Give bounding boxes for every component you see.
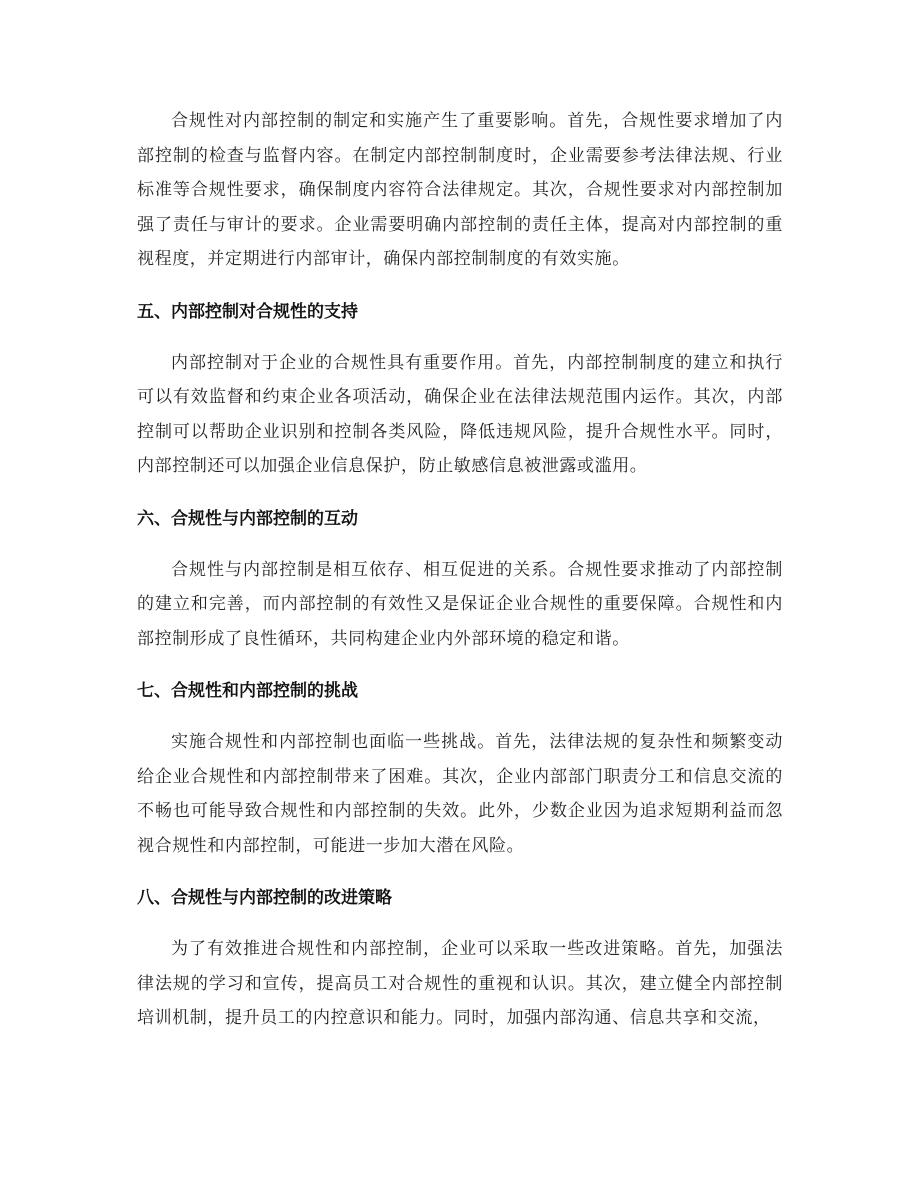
section-heading-7: 七、合规性和内部控制的挑战 <box>137 681 358 701</box>
document-page <box>137 104 783 1036</box>
section-heading-8: 八、合规性与内部控制的改进策略 <box>137 888 392 908</box>
section-heading-5: 五、内部控制对合规性的支持 <box>137 301 358 322</box>
section-paragraph-6: 合规性与内部控制是相互依存、相互促进的关系。合规性要求推动了内部控制的建立和完善，而内部控制的有效性又是保证企业合规性的重要保障。合规性和内部控制形成了良性循环，共同构建企业内外部环境的稳定和谐。 <box>137 559 783 649</box>
section-heading-6: 六、合规性与内部控制的互动 <box>137 508 358 529</box>
section-paragraph-5: 内部控制对于企业的合规性具有重要作用。首先，内部控制制度的建立和执行可以有效监督和约束企业各项活动，确保企业在法律法规范围内运作。其次，内部控制可以帮助企业识别和控制各类风险，降低违规风险，提升合规性水平。同时，内部控制还可以加强企业信息保护，防止敏感信息被泄露或滥用。 <box>137 352 783 476</box>
section-paragraph-7: 实施合规性和内部控制也面临一些挑战。首先，法律法规的复杂性和频繁变动给企业合规性和内部控制带来了困难。其次，企业内部部门职责分工和信息交流的不畅也可能导致合规性和内部控制的失效。此外，少数企业因为追求短期利益而忽视合规性和内部控制，可能进一步加大潜在风险。 <box>137 732 783 856</box>
intro-paragraph: 合规性对内部控制的制定和实施产生了重要影响。首先，合规性要求增加了内部控制的检查与监督内容。在制定内部控制制度时，企业需要参考法律法规、行业标准等合规性要求，确保制度内容符合法律规定。其次，合规性要求对内部控制加强了责任与审计的要求。企业需要明确内部控制的责任主体，提高对内部控制的重视程度，并定期进行内部审计，确保内部控制制度的有效实施。 <box>137 111 783 269</box>
section-paragraph-8: 为了有效推进合规性和内部控制，企业可以采取一些改进策略。首先，加强法律法规的学习和宣传，提高员工对合规性的重视和认识。其次，建立健全内部控制培训机制，提升员工的内控意识和能力。同时，加强内部沟通、信息共享和交流， <box>137 939 783 1028</box>
